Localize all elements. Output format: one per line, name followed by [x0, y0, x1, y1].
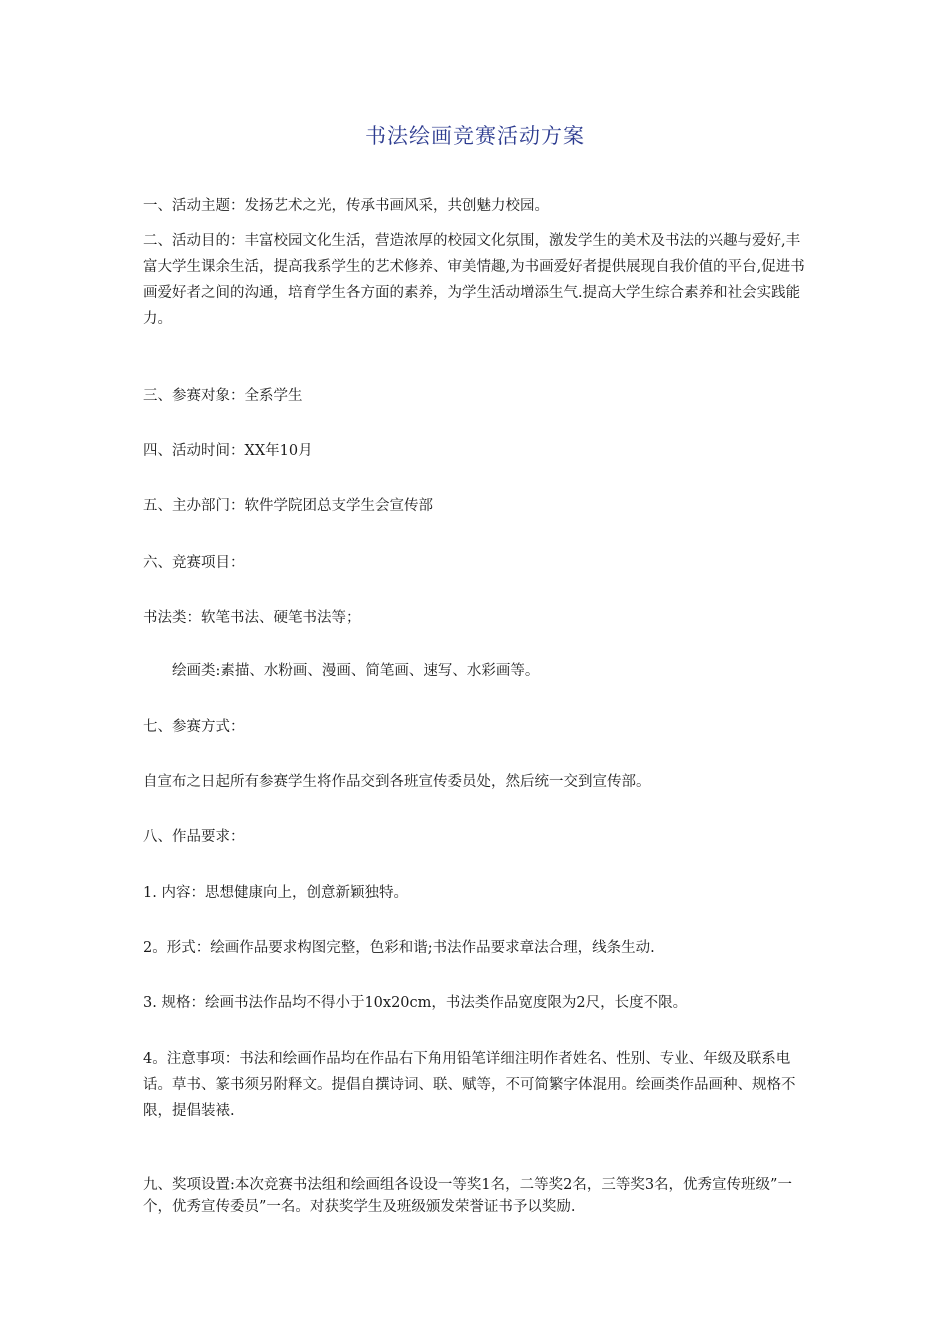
document-title: 书法绘画竞赛活动方案 [365, 124, 585, 148]
section-method-heading: 七、参赛方式： [143, 719, 245, 735]
requirement-4: 4。注意事项：书法和绘画作品均在作品右下角用铅笔详细注明作者姓名、性别、专业、年级及联系电话。草书、篆书须另附释文。提倡自撰诗词、联、赋等，不可简繁字体混用。绘画类作品画种、规格不限，提倡装裱. [143, 1051, 796, 1119]
section-theme: 一、活动主题：发扬艺术之光，传承书画风采，共创魅力校园。 [143, 198, 549, 214]
section-req-heading: 八、作品要求： [143, 829, 245, 845]
section-awards: 九、奖项设置:本次竞赛书法组和绘画组各设设一等奖1名，二等奖2名，三等奖3名，优秀宣传班级”一个，优秀宣传委员”一名。对获奖学生及班级颁发荣誉证书予以奖励. [143, 1177, 792, 1215]
section-method: 自宣布之日起所有参赛学生将作品交到各班宣传委员处，然后统一交到宣传部。 [143, 774, 651, 790]
section-organizer: 五、主办部门：软件学院团总支学生会宣传部 [143, 498, 433, 514]
section-purpose: 二、活动目的：丰富校园文化生活，营造浓厚的校园文化氛围，激发学生的美术及书法的兴趣与爱好,丰富大学生课余生活，提高我系学生的艺术修养、审美情趣,为书画爱好者提供展现自我价值的平台,促进书画爱好者之间的沟通，培育学生各方面的素养，为学生活动增添生气.提高大学生综合素养和社会实践能力。 [143, 233, 805, 327]
section-time: 四、活动时间：XX年10月 [143, 443, 313, 459]
item-painting: 绘画类:素描、水粉画、漫画、简笔画、速写、水彩画等。 [172, 663, 540, 679]
section-participants: 三、参赛对象：全系学生 [143, 388, 303, 404]
requirement-3: 3. 规格：绘画书法作品均不得小于10x20cm，书法类作品宽度限为2尺，长度不限。 [143, 995, 688, 1011]
requirement-2: 2。形式：绘画作品要求构图完整，色彩和谐;书法作品要求章法合理，线条生动. [143, 940, 655, 956]
item-calligraphy: 书法类：软笔书法、硬笔书法等； [143, 610, 361, 626]
requirement-1: 1. 内容：思想健康向上，创意新颖独特。 [143, 885, 408, 901]
section-items-heading: 六、竞赛项目： [143, 555, 245, 571]
